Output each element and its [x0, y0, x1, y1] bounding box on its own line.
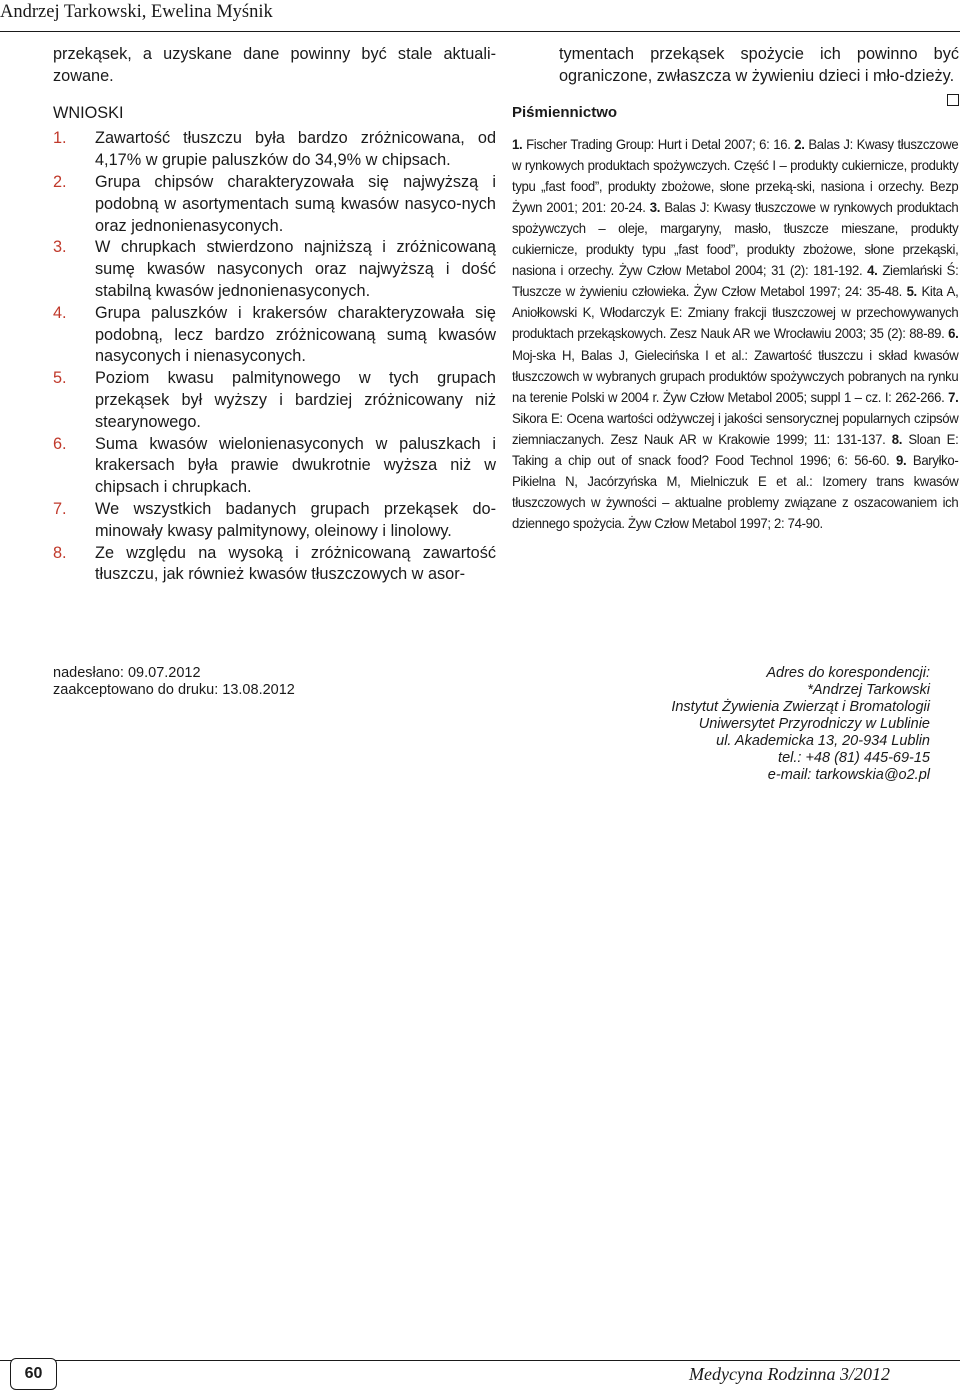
conclusion-number: 8.	[53, 543, 67, 562]
reference-text: Fischer Trading Group: Hurt i Detal 2007; 6: 16.	[522, 136, 795, 152]
conclusion-text: Zawartość tłuszczu była bardzo zróżnicowana, od 4,17% w grupie paluszków do 34,9% w chipsach.	[95, 129, 496, 170]
reference-number: 2.	[794, 136, 805, 152]
conclusion-text: Suma kwasów wielonienasyconych w paluszkach i krakersach była prawie dwukrotnie wyższa niż w chipsach i chrupkach.	[95, 434, 496, 497]
conclusion-item	[53, 434, 496, 499]
reference-item	[512, 137, 794, 152]
references-heading: Piśmiennictwo	[512, 103, 618, 121]
reference-number: 8.	[891, 431, 903, 447]
right-column	[512, 44, 959, 534]
conclusion-number: 2.	[53, 172, 67, 191]
address-line: Instytut Żywienia Zwierząt i Bromatologii	[671, 699, 930, 715]
conclusion-item	[53, 172, 496, 237]
conclusion-item	[53, 499, 496, 543]
conclusion-number: 6.	[53, 434, 67, 453]
reference-number: 6.	[948, 326, 959, 342]
left-column	[53, 44, 496, 586]
reference-number: 7.	[948, 389, 959, 405]
conclusion-item	[53, 368, 496, 433]
conclusion-number: 1.	[53, 129, 67, 148]
conclusion-number: 5.	[53, 369, 67, 388]
reference-number: 1.	[512, 136, 523, 152]
address-line: tel.: +48 (81) 445-69-15	[778, 750, 930, 766]
conclusion-item	[53, 128, 496, 172]
reference-text: Sikora E: Ocena wartości odżywczej i jakości sensorycznej popularnych czipsów ziemniaczanych. Zesz Nauk AR w Krakowie 1999; 11: 131-137.	[512, 410, 959, 447]
header-rule	[0, 31, 960, 32]
conclusion-item	[53, 303, 496, 368]
conclusions-heading: WNIOSKI	[53, 103, 124, 122]
accepted-date: zaakceptowano do druku: 13.08.2012	[53, 682, 295, 698]
continuation-paragraph	[559, 44, 959, 88]
correspondence-address	[671, 665, 930, 784]
reference-number: 4.	[867, 263, 878, 279]
intro-paragraph: przekąsek, a uzyskane dane powinny być stale aktuali-zowane.	[53, 45, 496, 85]
conclusion-number: 4.	[53, 303, 67, 322]
reference-text: Baryłko-Pikielna N, Jacórzyńska M, Mielniczuk E et al.: Izomery trans kwasów tłuszczowych w żywności – aktualne problemy związane z oszacowaniem ich dziennego spożycia. Żyw Człow Metabol 1997; 2: 74-90.	[512, 453, 959, 532]
running-head-authors: Andrzej Tarkowski, Ewelina Myśnik	[0, 2, 273, 22]
reference-text: Balas J: Kwasy tłuszczowe w rynkowych produktach spożywczych – oleje, margaryny, masło, tłuszcze mieszane, produkty cukiernicze, produkty typu „fast food”, produkty zbożowe, słone przekąski, nasiona i orzechy. Żyw Człow Metabol 2004; 31 (2): 181-192.	[512, 199, 959, 279]
reference-number: 5.	[906, 284, 917, 300]
reference-number: 9.	[896, 453, 907, 468]
conclusion-item	[53, 543, 496, 587]
conclusion-text: Poziom kwasu palmitynowego w tych grupach przekąsek był wyższy i bardziej zróżnicowany niż stearynowego.	[95, 369, 496, 431]
reference-text: Ziemlański Ś: Tłuszcze w żywieniu człowieka. Żyw Człow Metabol 1997; 24: 35-48.	[512, 263, 959, 300]
page-number: 60	[10, 1358, 57, 1390]
conclusion-text: W chrupkach stwierdzono najniższą i zróżnicowaną sumę kwasów nasyconych oraz najwyższą i dość stabilną kwasów jednonienasyconych.	[95, 238, 496, 300]
address-line: ul. Akademicka 13, 20-934 Lublin	[716, 733, 930, 749]
footer-rule	[0, 1360, 960, 1361]
reference-number: 3.	[649, 199, 661, 215]
conclusion-text: Ze względu na wysoką i zróżnicowaną zawartość tłuszczu, jak również kwasów tłuszczowych w asor-	[95, 543, 496, 584]
references-list	[512, 134, 958, 535]
conclusion-text: Grupa paluszków i krakersów charakteryzowała się podobną, lecz bardzo zróżnicowaną sumą kwasów nasyconych i nienasyconych.	[95, 303, 496, 366]
journal-title: Medycyna Rodzinna 3/2012	[689, 1364, 890, 1384]
reference-text: Moj-ska H, Balas J, Gielecińska I et al.: Zawartość tłuszczu i skład kwasów tłuszczowch w wybranych grupach produktów spożywczych pobranych na rynku na terenie Polski w 2004 r. Żyw Człow Metabol 2005; suppl 1 – cz. I: 262-266.	[512, 347, 959, 405]
address-line: Uniwersytet Przyrodniczy w Lublinie	[698, 716, 930, 732]
address-line: Adres do korespondencji:	[766, 665, 930, 681]
reference-text: Kita A, Aniołkowski K, Włodarczyk E: Zmiany frakcji tłuszczowej w przechowywanych produktach przekąskowych. Zesz Nauk AR we Wrocławiu 2003; 35 (2): 88-89.	[512, 284, 959, 342]
conclusion-text: We wszystkich badanych grupach przekąsek do-minowały kwasy palmitynowy, oleinowy i linolowy.	[95, 499, 496, 540]
continuation-text: tymentach przekąsek spożycie ich powinno być ograniczone, zwłaszcza w żywieniu dzieci i mło-dzieży.	[559, 45, 959, 85]
conclusion-number: 3.	[53, 238, 67, 257]
conclusion-text: Grupa chipsów charakteryzowała się najwyższą i podobną w asortymentach sumą kwasów nasyco-nych oraz jednonienasyconych.	[95, 172, 496, 235]
conclusion-item	[53, 237, 496, 302]
end-of-article-icon	[947, 94, 959, 106]
received-date: nadesłano: 09.07.2012	[53, 665, 201, 681]
address-line: *Andrzej Tarkowski	[807, 682, 930, 698]
conclusion-number: 7.	[53, 499, 67, 518]
conclusions-list	[53, 128, 496, 586]
submission-dates	[53, 665, 295, 699]
reference-text: Balas J: Kwasy tłuszczowe w rynkowych produktach spożywczych. Część I – produkty cukiernicze, produkty typu „fast food”, produkty zbożowe, słone przeką-ski, nasiona i orzechy. Bezp Żywn 2001; 201: 20-24.	[512, 136, 959, 215]
address-line: e-mail: tarkowskia@o2.pl	[767, 767, 930, 783]
reference-text: Sloan E: Taking a chip out of snack food? Food Technol 1996; 6: 56-60.	[512, 431, 959, 468]
